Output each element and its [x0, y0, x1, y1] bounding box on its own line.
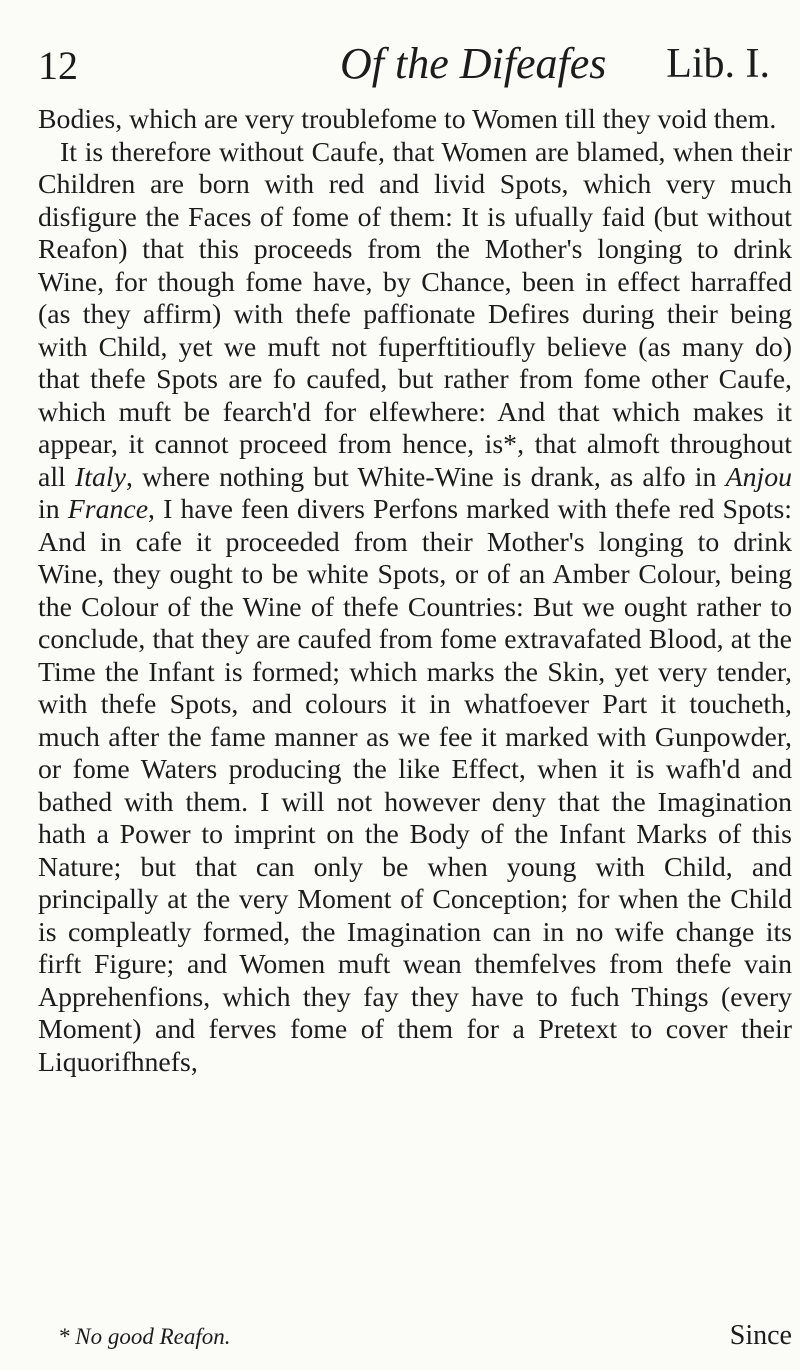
place-italy: Italy: [74, 461, 126, 493]
page-number: 12: [38, 43, 78, 88]
paragraph-main: [38, 137, 792, 1080]
page-footer: [58, 1320, 792, 1360]
running-head: [38, 38, 770, 98]
text-segment: , where nothing but White-Wine is drank, as alfo in: [125, 461, 717, 493]
text-segment: in: [38, 494, 60, 525]
footnote: * No good Reafon.: [58, 1324, 231, 1349]
place-france: France: [67, 494, 149, 525]
text-segment: , I have feen divers Perfons marked with thefe red Spots: And in cafe it proceeded from their Mother's longing to drink Wine, they ought to be white Spots, or of an Amber Colour, being the Colour of the Wine of thefe Countries: But we ought rather to conclude, that they are caufed from fome extravafated Blood, at the Time the Infant is formed; which marks the Skin, yet very tender, with thefe Spots, and colours it in whatfoever Part it toucheth, much after the fame manner as we fee it marked with Gunpowder, or fome Waters producing the like Effect, when it is wafh'd and bathed with them. I will not however deny that the Imagination hath a Power to imprint on the Body of the Infant Marks of this Nature; but that can only be when young with Child, and principally at the very Moment of Conception; for when the Child is compleatly formed, the Imagination can in no wife change its firft Figure; and Women muft wean themfelves from thefe vain Apprehenfions, which they fay they have to fuch Things (every Moment) and ferves fome of them for a Pretext to cover their Liquorifhnefs,: [38, 494, 792, 1078]
place-anjou: Anjou: [725, 461, 792, 493]
catchword: Since: [729, 1320, 792, 1351]
paragraph-intro: Bodies, which are very troublefome to Women till they void them.: [38, 104, 777, 135]
body-text: [38, 104, 792, 1079]
book-label: Lib. I.: [666, 41, 770, 87]
text-segment: It is therefore without Caufe, that Women are blamed, when their Children are born with red and livid Spots, which very much disfigure the Faces of fome of them: It is ufually faid (but without Reafon) that this proceeds from the Mother's longing to drink Wine, for though fome have, by Chance, been in effect harraffed (as they affirm) with thefe paffionate Defires during their being with Child, yet we muft not fuperftitioufly believe (as many do) that thefe Spots are fo caufed, but rather from fome other Caufe, which muft be fearch'd for elfewhere: And that which makes it appear, it cannot proceed from hence, is*, that almoft throughout all: [38, 136, 792, 493]
running-title: Of the Difeafes: [340, 39, 607, 88]
